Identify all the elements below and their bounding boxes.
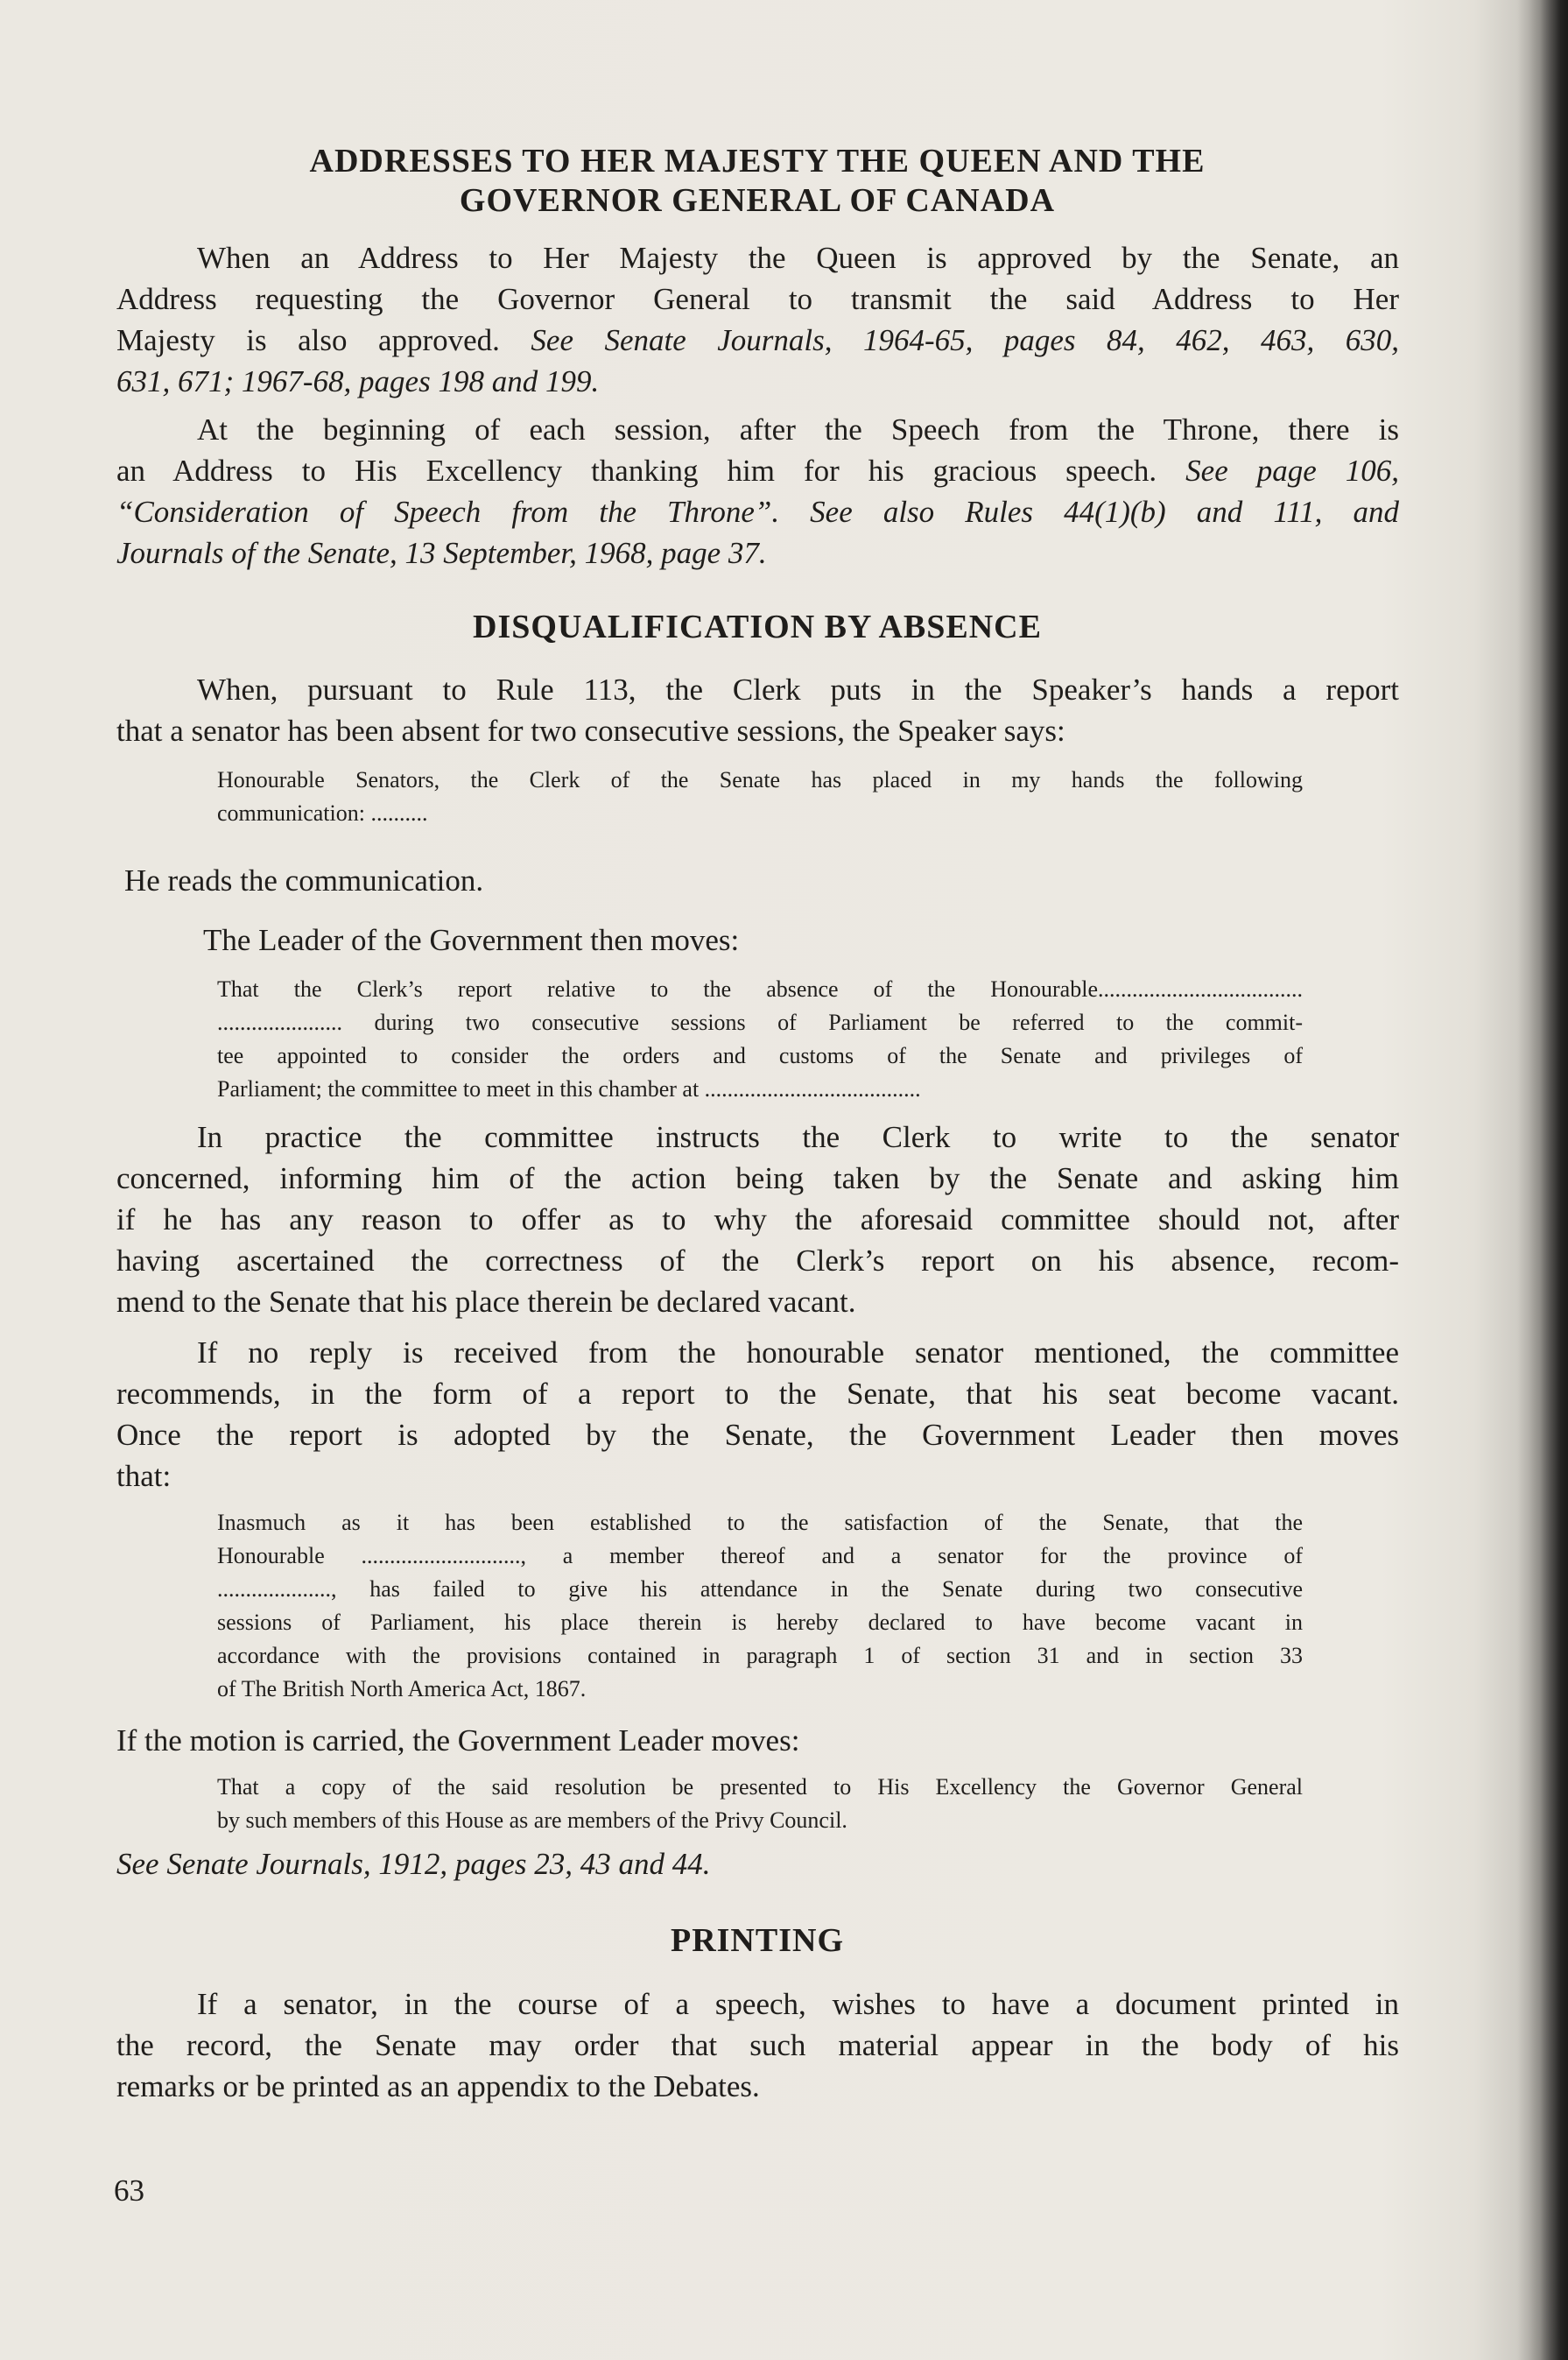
text-line: When an Address to Her Majesty the Queen is approved by the Senate, an bbox=[197, 241, 1399, 275]
text-line: the record, the Senate may order that such material appear in the body of his bbox=[116, 2028, 1399, 2062]
paragraph-no-reply bbox=[116, 1332, 1399, 1497]
text-line bbox=[116, 320, 1399, 361]
reference-citation: 631, 671; 1967-68, pages 198 and 199. bbox=[116, 364, 600, 398]
quote-clerk-report-motion bbox=[217, 973, 1303, 1106]
quote-line: accordance with the provisions contained in paragraph 1 of section 31 and in section 33 bbox=[217, 1643, 1303, 1668]
paragraph-session-address bbox=[116, 409, 1399, 574]
heading-line: DISQUALIFICATION BY ABSENCE bbox=[473, 609, 1042, 645]
reference-citation-1912: See Senate Journals, 1912, pages 23, 43 and 44. bbox=[116, 1847, 711, 1881]
text-line: If a senator, in the course of a speech, wishes to have a document printed in bbox=[197, 1987, 1399, 2021]
text-fragment: an Address to His Excellency thanking him for his gracious speech. bbox=[116, 454, 1186, 488]
text-line: If no reply is received from the honourable senator mentioned, the committee bbox=[197, 1335, 1399, 1370]
paragraph-printing bbox=[116, 1983, 1399, 2107]
heading-line: GOVERNOR GENERAL OF CANADA bbox=[459, 182, 1056, 219]
section-heading-printing bbox=[114, 1921, 1401, 1961]
book-spine-shadow bbox=[1517, 0, 1568, 2360]
quote-resolution-copy bbox=[217, 1771, 1303, 1837]
text-line: mend to the Senate that his place therein be declared vacant. bbox=[116, 1285, 856, 1319]
quote-line: Honourable ............................, a member thereof and a senator for the province of bbox=[217, 1543, 1303, 1568]
reference-citation: See page 106, bbox=[1185, 454, 1399, 488]
text-line: if he has any reason to offer as to why the aforesaid committee should not, after bbox=[116, 1202, 1399, 1236]
text-line: concerned, informing him of the action being taken by the Senate and asking him bbox=[116, 1161, 1399, 1195]
heading-line: ADDRESSES TO HER MAJESTY THE QUEEN AND THE bbox=[309, 143, 1206, 180]
quote-line: of The British North America Act, 1867. bbox=[217, 1676, 587, 1701]
text-line: that: bbox=[116, 1459, 172, 1493]
section-heading-disqualification bbox=[114, 608, 1401, 647]
quote-line: sessions of Parliament, his place therein is hereby declared to have become vacant in bbox=[217, 1610, 1303, 1635]
text-line: Once the report is adopted by the Senate, the Government Leader then moves bbox=[116, 1418, 1399, 1452]
reference-citation: “Consideration of Speech from the Throne”. See also Rules 44(1)(b) and 111, and bbox=[116, 495, 1399, 529]
reference-citation: See Senate Journals, 1964-65, pages 84, 462, 463, 630, bbox=[531, 323, 1399, 357]
paragraph-committee-practice bbox=[116, 1117, 1399, 1322]
quote-line: tee appointed to consider the orders and customs of the Senate and privileges of bbox=[217, 1043, 1303, 1068]
text-reads-communication: He reads the communication. bbox=[124, 863, 484, 898]
quote-line: ...................., has failed to give his attendance in the Senate during two consecutive bbox=[217, 1576, 1303, 1602]
text-leader-moves: The Leader of the Government then moves: bbox=[203, 923, 740, 957]
quote-line: communication: .......... bbox=[217, 800, 428, 826]
text-line: In practice the committee instructs the Clerk to write to the senator bbox=[197, 1120, 1399, 1154]
quote-speaker-statement bbox=[217, 764, 1303, 830]
text-fragment: Majesty is also approved. bbox=[116, 323, 531, 357]
quote-line: That a copy of the said resolution be presented to His Excellency the Governor General bbox=[217, 1774, 1303, 1800]
quote-line: Honourable Senators, the Clerk of the Senate has placed in my hands the following bbox=[217, 767, 1303, 793]
heading-line: PRINTING bbox=[670, 1922, 845, 1959]
text-line: that a senator has been absent for two consecutive sessions, the Speaker says: bbox=[116, 714, 1065, 748]
paragraph-rule-113 bbox=[116, 669, 1399, 751]
page-number: 63 bbox=[114, 2173, 144, 2208]
text-line: At the beginning of each session, after the Speech from the Throne, there is bbox=[197, 412, 1399, 447]
text-motion-carried: If the motion is carried, the Government Leader moves: bbox=[116, 1723, 800, 1758]
paragraph-addresses-approval bbox=[116, 237, 1399, 402]
quote-vacancy-resolution bbox=[217, 1506, 1303, 1706]
text-line: having ascertained the correctness of the Clerk’s report on his absence, recom- bbox=[116, 1243, 1399, 1278]
quote-line: That the Clerk’s report relative to the absence of the Honourable.................................... bbox=[217, 976, 1303, 1002]
quote-line: by such members of this House as are members of the Privy Council. bbox=[217, 1807, 847, 1833]
text-line: recommends, in the form of a report to the Senate, that his seat become vacant. bbox=[116, 1377, 1399, 1411]
section-heading-addresses bbox=[114, 142, 1401, 221]
quote-line: Parliament; the committee to meet in this chamber at ...................................... bbox=[217, 1076, 921, 1102]
text-line: remarks or be printed as an appendix to the Debates. bbox=[116, 2069, 760, 2103]
text-line: Address requesting the Governor General to transmit the said Address to Her bbox=[116, 282, 1399, 316]
reference-citation: Journals of the Senate, 13 September, 1968, page 37. bbox=[116, 536, 767, 570]
text-line bbox=[116, 450, 1399, 491]
quote-line: Inasmuch as it has been established to the satisfaction of the Senate, that the bbox=[217, 1510, 1303, 1535]
text-line: When, pursuant to Rule 113, the Clerk puts in the Speaker’s hands a report bbox=[197, 673, 1399, 707]
quote-line: ...................... during two consecutive sessions of Parliament be referred to the commit- bbox=[217, 1010, 1303, 1035]
